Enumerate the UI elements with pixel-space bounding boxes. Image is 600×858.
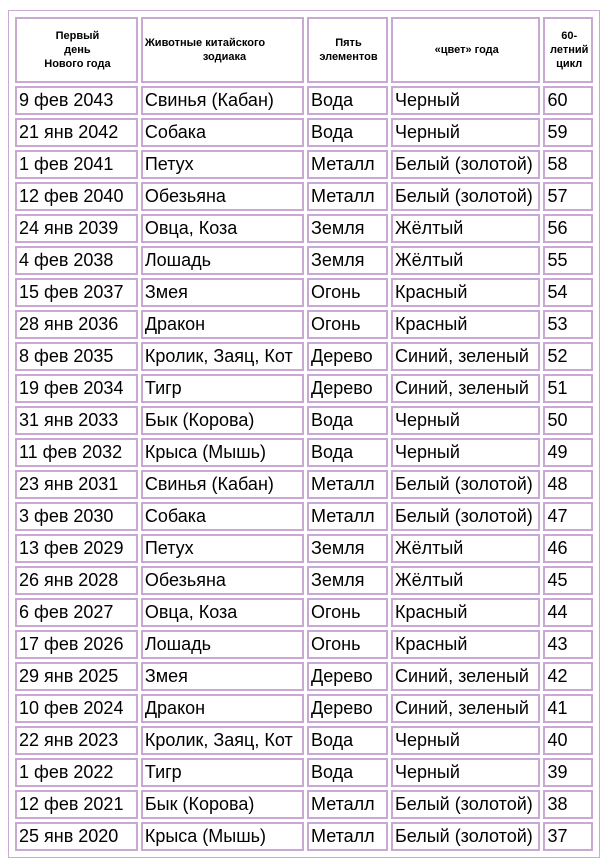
cell-year-color: Белый (золотой) bbox=[391, 150, 540, 179]
header-new-year-date bbox=[15, 17, 138, 83]
table-row bbox=[15, 566, 593, 595]
table-row bbox=[15, 790, 593, 819]
cell-cycle-number: 53 bbox=[543, 310, 593, 339]
cell-element: Дерево bbox=[307, 342, 388, 371]
cell-cycle-number: 49 bbox=[543, 438, 593, 467]
cell-cycle-number: 50 bbox=[543, 406, 593, 435]
cell-new-year-date: 4 фев 2038 bbox=[15, 246, 138, 275]
cell-element: Вода bbox=[307, 406, 388, 435]
header-line: Животные китайского bbox=[144, 37, 266, 49]
cell-cycle-number: 51 bbox=[543, 374, 593, 403]
header-year-color bbox=[391, 17, 540, 83]
cell-zodiac-animal: Дракон bbox=[141, 694, 304, 723]
cell-new-year-date: 1 фев 2041 bbox=[15, 150, 138, 179]
table-row bbox=[15, 502, 593, 531]
cell-element: Металл bbox=[307, 150, 388, 179]
cell-zodiac-animal: Змея bbox=[141, 278, 304, 307]
table-row bbox=[15, 534, 593, 563]
cell-year-color: Черный bbox=[391, 726, 540, 755]
table-row bbox=[15, 374, 593, 403]
cell-element: Земля bbox=[307, 566, 388, 595]
cell-element: Огонь bbox=[307, 310, 388, 339]
header-line: Пять bbox=[335, 37, 362, 49]
cell-cycle-number: 39 bbox=[543, 758, 593, 787]
cell-new-year-date: 26 янв 2028 bbox=[15, 566, 138, 595]
cell-new-year-date: 28 янв 2036 bbox=[15, 310, 138, 339]
cell-element: Земля bbox=[307, 534, 388, 563]
table-row bbox=[15, 182, 593, 211]
cell-element: Вода bbox=[307, 438, 388, 467]
chinese-zodiac-table bbox=[12, 14, 596, 854]
table-row bbox=[15, 278, 593, 307]
cell-zodiac-animal: Дракон bbox=[141, 310, 304, 339]
table-row bbox=[15, 406, 593, 435]
cell-zodiac-animal: Овца, Коза bbox=[141, 214, 304, 243]
cell-cycle-number: 56 bbox=[543, 214, 593, 243]
cell-new-year-date: 12 фев 2021 bbox=[15, 790, 138, 819]
table-row bbox=[15, 694, 593, 723]
cell-cycle-number: 55 bbox=[543, 246, 593, 275]
cell-new-year-date: 10 фев 2024 bbox=[15, 694, 138, 723]
table-row bbox=[15, 758, 593, 787]
cell-year-color: Синий, зеленый bbox=[391, 374, 540, 403]
cell-element: Земля bbox=[307, 214, 388, 243]
table-row bbox=[15, 342, 593, 371]
cell-year-color: Жёлтый bbox=[391, 246, 540, 275]
cell-new-year-date: 19 фев 2034 bbox=[15, 374, 138, 403]
cell-element: Металл bbox=[307, 182, 388, 211]
cell-zodiac-animal: Бык (Корова) bbox=[141, 790, 304, 819]
cell-element: Земля bbox=[307, 246, 388, 275]
cell-element: Металл bbox=[307, 790, 388, 819]
cell-cycle-number: 52 bbox=[543, 342, 593, 371]
cell-element: Огонь bbox=[307, 278, 388, 307]
cell-zodiac-animal: Овца, Коза bbox=[141, 598, 304, 627]
cell-cycle-number: 46 bbox=[543, 534, 593, 563]
cell-year-color: Белый (золотой) bbox=[391, 182, 540, 211]
cell-cycle-number: 48 bbox=[543, 470, 593, 499]
table-row bbox=[15, 118, 593, 147]
table-row bbox=[15, 726, 593, 755]
cell-cycle-number: 38 bbox=[543, 790, 593, 819]
table-row bbox=[15, 630, 593, 659]
cell-element: Металл bbox=[307, 470, 388, 499]
cell-year-color: Красный bbox=[391, 630, 540, 659]
header-line: «цвет» года bbox=[434, 44, 499, 56]
zodiac-table-frame bbox=[8, 10, 600, 858]
cell-year-color: Черный bbox=[391, 86, 540, 115]
table-row bbox=[15, 822, 593, 851]
table-row bbox=[15, 310, 593, 339]
cell-zodiac-animal: Петух bbox=[141, 150, 304, 179]
cell-element: Вода bbox=[307, 758, 388, 787]
cell-zodiac-animal: Крыса (Мышь) bbox=[141, 822, 304, 851]
cell-year-color: Красный bbox=[391, 598, 540, 627]
cell-element: Огонь bbox=[307, 598, 388, 627]
cell-element: Вода bbox=[307, 726, 388, 755]
cell-cycle-number: 47 bbox=[543, 502, 593, 531]
cell-cycle-number: 44 bbox=[543, 598, 593, 627]
cell-cycle-number: 42 bbox=[543, 662, 593, 691]
cell-year-color: Черный bbox=[391, 438, 540, 467]
header-line: день bbox=[64, 44, 91, 56]
table-row bbox=[15, 86, 593, 115]
cell-year-color: Черный bbox=[391, 758, 540, 787]
cell-cycle-number: 60 bbox=[543, 86, 593, 115]
cell-cycle-number: 45 bbox=[543, 566, 593, 595]
header-line: Нового года bbox=[44, 58, 111, 70]
table-body bbox=[15, 86, 593, 851]
cell-new-year-date: 12 фев 2040 bbox=[15, 182, 138, 211]
cell-year-color: Синий, зеленый bbox=[391, 342, 540, 371]
cell-new-year-date: 9 фев 2043 bbox=[15, 86, 138, 115]
cell-element: Дерево bbox=[307, 662, 388, 691]
cell-cycle-number: 57 bbox=[543, 182, 593, 211]
cell-element: Дерево bbox=[307, 374, 388, 403]
cell-new-year-date: 13 фев 2029 bbox=[15, 534, 138, 563]
cell-cycle-number: 58 bbox=[543, 150, 593, 179]
header-line: Первый bbox=[55, 30, 100, 42]
table-row bbox=[15, 246, 593, 275]
cell-zodiac-animal: Обезьяна bbox=[141, 182, 304, 211]
cell-cycle-number: 41 bbox=[543, 694, 593, 723]
cell-zodiac-animal: Бык (Корова) bbox=[141, 406, 304, 435]
cell-new-year-date: 24 янв 2039 bbox=[15, 214, 138, 243]
cell-element: Металл bbox=[307, 822, 388, 851]
cell-year-color: Жёлтый bbox=[391, 214, 540, 243]
table-row bbox=[15, 150, 593, 179]
cell-new-year-date: 23 янв 2031 bbox=[15, 470, 138, 499]
cell-year-color: Черный bbox=[391, 118, 540, 147]
header-five-elements bbox=[307, 17, 388, 83]
header-line: летний bbox=[550, 44, 589, 56]
table-row bbox=[15, 438, 593, 467]
cell-cycle-number: 43 bbox=[543, 630, 593, 659]
cell-zodiac-animal: Лошадь bbox=[141, 246, 304, 275]
cell-zodiac-animal: Собака bbox=[141, 118, 304, 147]
cell-new-year-date: 22 янв 2023 bbox=[15, 726, 138, 755]
cell-year-color: Белый (золотой) bbox=[391, 502, 540, 531]
cell-zodiac-animal: Кролик, Заяц, Кот bbox=[141, 726, 304, 755]
cell-zodiac-animal: Обезьяна bbox=[141, 566, 304, 595]
cell-new-year-date: 3 фев 2030 bbox=[15, 502, 138, 531]
cell-cycle-number: 54 bbox=[543, 278, 593, 307]
cell-element: Огонь bbox=[307, 630, 388, 659]
cell-zodiac-animal: Крыса (Мышь) bbox=[141, 438, 304, 467]
cell-year-color: Жёлтый bbox=[391, 566, 540, 595]
cell-zodiac-animal: Собака bbox=[141, 502, 304, 531]
cell-new-year-date: 6 фев 2027 bbox=[15, 598, 138, 627]
cell-zodiac-animal: Тигр bbox=[141, 374, 304, 403]
cell-year-color: Жёлтый bbox=[391, 534, 540, 563]
cell-zodiac-animal: Свинья (Кабан) bbox=[141, 470, 304, 499]
cell-new-year-date: 21 янв 2042 bbox=[15, 118, 138, 147]
cell-zodiac-animal: Свинья (Кабан) bbox=[141, 86, 304, 115]
cell-new-year-date: 1 фев 2022 bbox=[15, 758, 138, 787]
cell-new-year-date: 17 фев 2026 bbox=[15, 630, 138, 659]
cell-element: Металл bbox=[307, 502, 388, 531]
cell-year-color: Синий, зеленый bbox=[391, 662, 540, 691]
cell-new-year-date: 29 янв 2025 bbox=[15, 662, 138, 691]
cell-year-color: Белый (золотой) bbox=[391, 470, 540, 499]
table-header-row bbox=[15, 17, 593, 83]
cell-new-year-date: 31 янв 2033 bbox=[15, 406, 138, 435]
header-zodiac-animal bbox=[141, 17, 304, 83]
cell-new-year-date: 11 фев 2032 bbox=[15, 438, 138, 467]
cell-year-color: Синий, зеленый bbox=[391, 694, 540, 723]
cell-zodiac-animal: Кролик, Заяц, Кот bbox=[141, 342, 304, 371]
header-line: зодиака bbox=[202, 51, 247, 63]
cell-cycle-number: 40 bbox=[543, 726, 593, 755]
header-line: 60- bbox=[561, 30, 578, 42]
table-row bbox=[15, 662, 593, 691]
cell-year-color: Белый (золотой) bbox=[391, 790, 540, 819]
cell-zodiac-animal: Тигр bbox=[141, 758, 304, 787]
cell-year-color: Красный bbox=[391, 310, 540, 339]
cell-cycle-number: 37 bbox=[543, 822, 593, 851]
header-60-year-cycle bbox=[543, 17, 593, 83]
cell-new-year-date: 8 фев 2035 bbox=[15, 342, 138, 371]
cell-year-color: Красный bbox=[391, 278, 540, 307]
cell-element: Дерево bbox=[307, 694, 388, 723]
table-row bbox=[15, 598, 593, 627]
cell-zodiac-animal: Петух bbox=[141, 534, 304, 563]
header-line: элементов bbox=[319, 51, 378, 63]
cell-zodiac-animal: Змея bbox=[141, 662, 304, 691]
cell-new-year-date: 25 янв 2020 bbox=[15, 822, 138, 851]
table-row bbox=[15, 470, 593, 499]
cell-element: Вода bbox=[307, 118, 388, 147]
cell-cycle-number: 59 bbox=[543, 118, 593, 147]
header-line: цикл bbox=[556, 58, 583, 70]
cell-new-year-date: 15 фев 2037 bbox=[15, 278, 138, 307]
cell-element: Вода bbox=[307, 86, 388, 115]
cell-year-color: Белый (золотой) bbox=[391, 822, 540, 851]
cell-zodiac-animal: Лошадь bbox=[141, 630, 304, 659]
table-row bbox=[15, 214, 593, 243]
cell-year-color: Черный bbox=[391, 406, 540, 435]
